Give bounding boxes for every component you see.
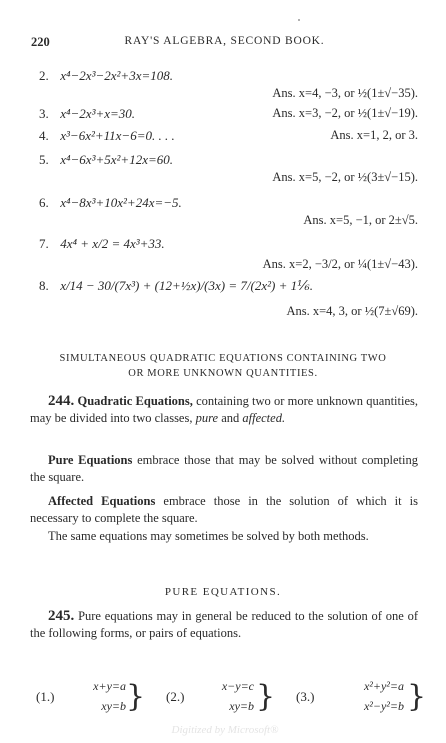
form-3 (296, 676, 436, 720)
definition-text: embrace those in the solution of which it is necessary to complete the square. (30, 494, 419, 525)
digitization-watermark: Digitized by Microsoft® (171, 724, 279, 736)
article-text: containing two or more unknown quantities, may be divided into two classes, (30, 394, 418, 425)
term-pure-equations: Pure Equations (48, 453, 133, 467)
form-equation-2: x²−y²=b (363, 699, 404, 713)
pure-equations-heading: PURE EQUATIONS. (164, 586, 282, 598)
problem-2 (39, 68, 173, 84)
section-heading-line-1: SIMULTANEOUS QUADRATIC EQUATIONS CONTAINING TWO (59, 353, 387, 364)
problem-8 (39, 278, 313, 294)
form-equations (190, 676, 254, 716)
term-quadratic-equations: Quadratic Equations, (77, 394, 193, 408)
form-label: (3.) (296, 689, 315, 704)
problem-equation: 4x⁴ + x/2 = 4x³+33. (60, 236, 165, 251)
problem-equation: x³−6x²+11x−6=0. . . . (60, 128, 175, 143)
problem-number: 8. (39, 278, 49, 293)
problem-8-answer: Ans. x=4, 3, or ½(7±√69). (286, 304, 418, 318)
form-equations (60, 676, 126, 716)
problem-6 (39, 195, 182, 211)
problem-number: 4. (39, 128, 49, 143)
problem-number: 2. (39, 68, 49, 83)
affected-equations-definition (30, 493, 418, 527)
equation-forms (36, 676, 426, 720)
form-label: (2.) (166, 689, 185, 704)
problem-4 (39, 128, 175, 144)
problem-number: 3. (39, 106, 49, 121)
form-label: (1.) (36, 689, 55, 704)
problem-4-answer: Ans. x=1, 2, or 3. (330, 128, 418, 142)
term-pure: pure (195, 411, 219, 425)
problem-7 (39, 236, 165, 252)
running-header (31, 35, 418, 51)
both-methods-note (30, 528, 418, 545)
form-1 (36, 676, 156, 720)
problem-equation: x⁴−6x³+5x²+12x=60. (60, 152, 173, 167)
problem-equation: x/14 − 30/(7x³) + (12+½x)/(3x) = 7/(2x²) + 1⅙. (60, 278, 313, 293)
problem-6-answer: Ans. x=5, −1, or 2±√5. (303, 213, 418, 227)
page-number: 220 (31, 35, 50, 49)
form-equation-2: xy=b (101, 699, 126, 713)
problem-2-answer: Ans. x=4, −3, or ½(1±√−35). (272, 86, 418, 100)
problem-number: 6. (39, 195, 49, 210)
form-equation-2: xy=b (229, 699, 254, 713)
pure-equations-definition (30, 452, 418, 486)
form-equations (320, 676, 404, 716)
section-heading (22, 351, 424, 381)
article-text-and: and (221, 411, 240, 425)
problem-equation: x⁴−8x³+10x²+24x=−5. (60, 195, 182, 210)
form-2 (166, 676, 286, 720)
article-244 (30, 393, 418, 427)
problem-7-answer: Ans. x=2, −3/2, or ¼(1±√−43). (262, 257, 418, 271)
form-equation-1: x−y=c (221, 679, 254, 693)
article-245 (30, 608, 418, 642)
right-brace-icon: } (407, 679, 427, 714)
problem-5 (39, 152, 173, 168)
problem-3 (39, 106, 135, 122)
term-affected-equations: Affected Equations (48, 494, 156, 508)
problem-equation: x⁴−2x³−2x²+3x=108. (60, 68, 173, 83)
section-heading-line-2: OR MORE UNKNOWN QUANTITIES. (128, 368, 318, 379)
problem-number: 7. (39, 236, 49, 251)
note-text: The same equations may sometimes be solved by both methods. (48, 529, 369, 543)
term-affected: affected. (242, 411, 286, 425)
problem-5-answer: Ans. x=5, −2, or ½(3±√−15). (272, 170, 418, 184)
running-title: RAY'S ALGEBRA, SECOND BOOK. (124, 35, 325, 47)
form-equation-1: x²+y²=a (363, 679, 404, 693)
definition-text: embrace those that may be solved without completing the square. (30, 453, 418, 484)
problem-3-answer: Ans. x=3, −2, or ½(1±√−19). (272, 106, 418, 120)
article-number: 245. (48, 608, 75, 624)
scan-speck (298, 19, 300, 21)
article-number: 244. (48, 393, 75, 409)
form-equation-1: x+y=a (93, 679, 126, 693)
right-brace-icon: } (256, 679, 276, 714)
problem-equation: x⁴−2x³+x=30. (60, 106, 136, 121)
right-brace-icon: } (126, 679, 146, 714)
problem-number: 5. (39, 152, 49, 167)
article-text: Pure equations may in general be reduced to the solution of one of the following forms, or pairs of equations. (30, 609, 419, 640)
